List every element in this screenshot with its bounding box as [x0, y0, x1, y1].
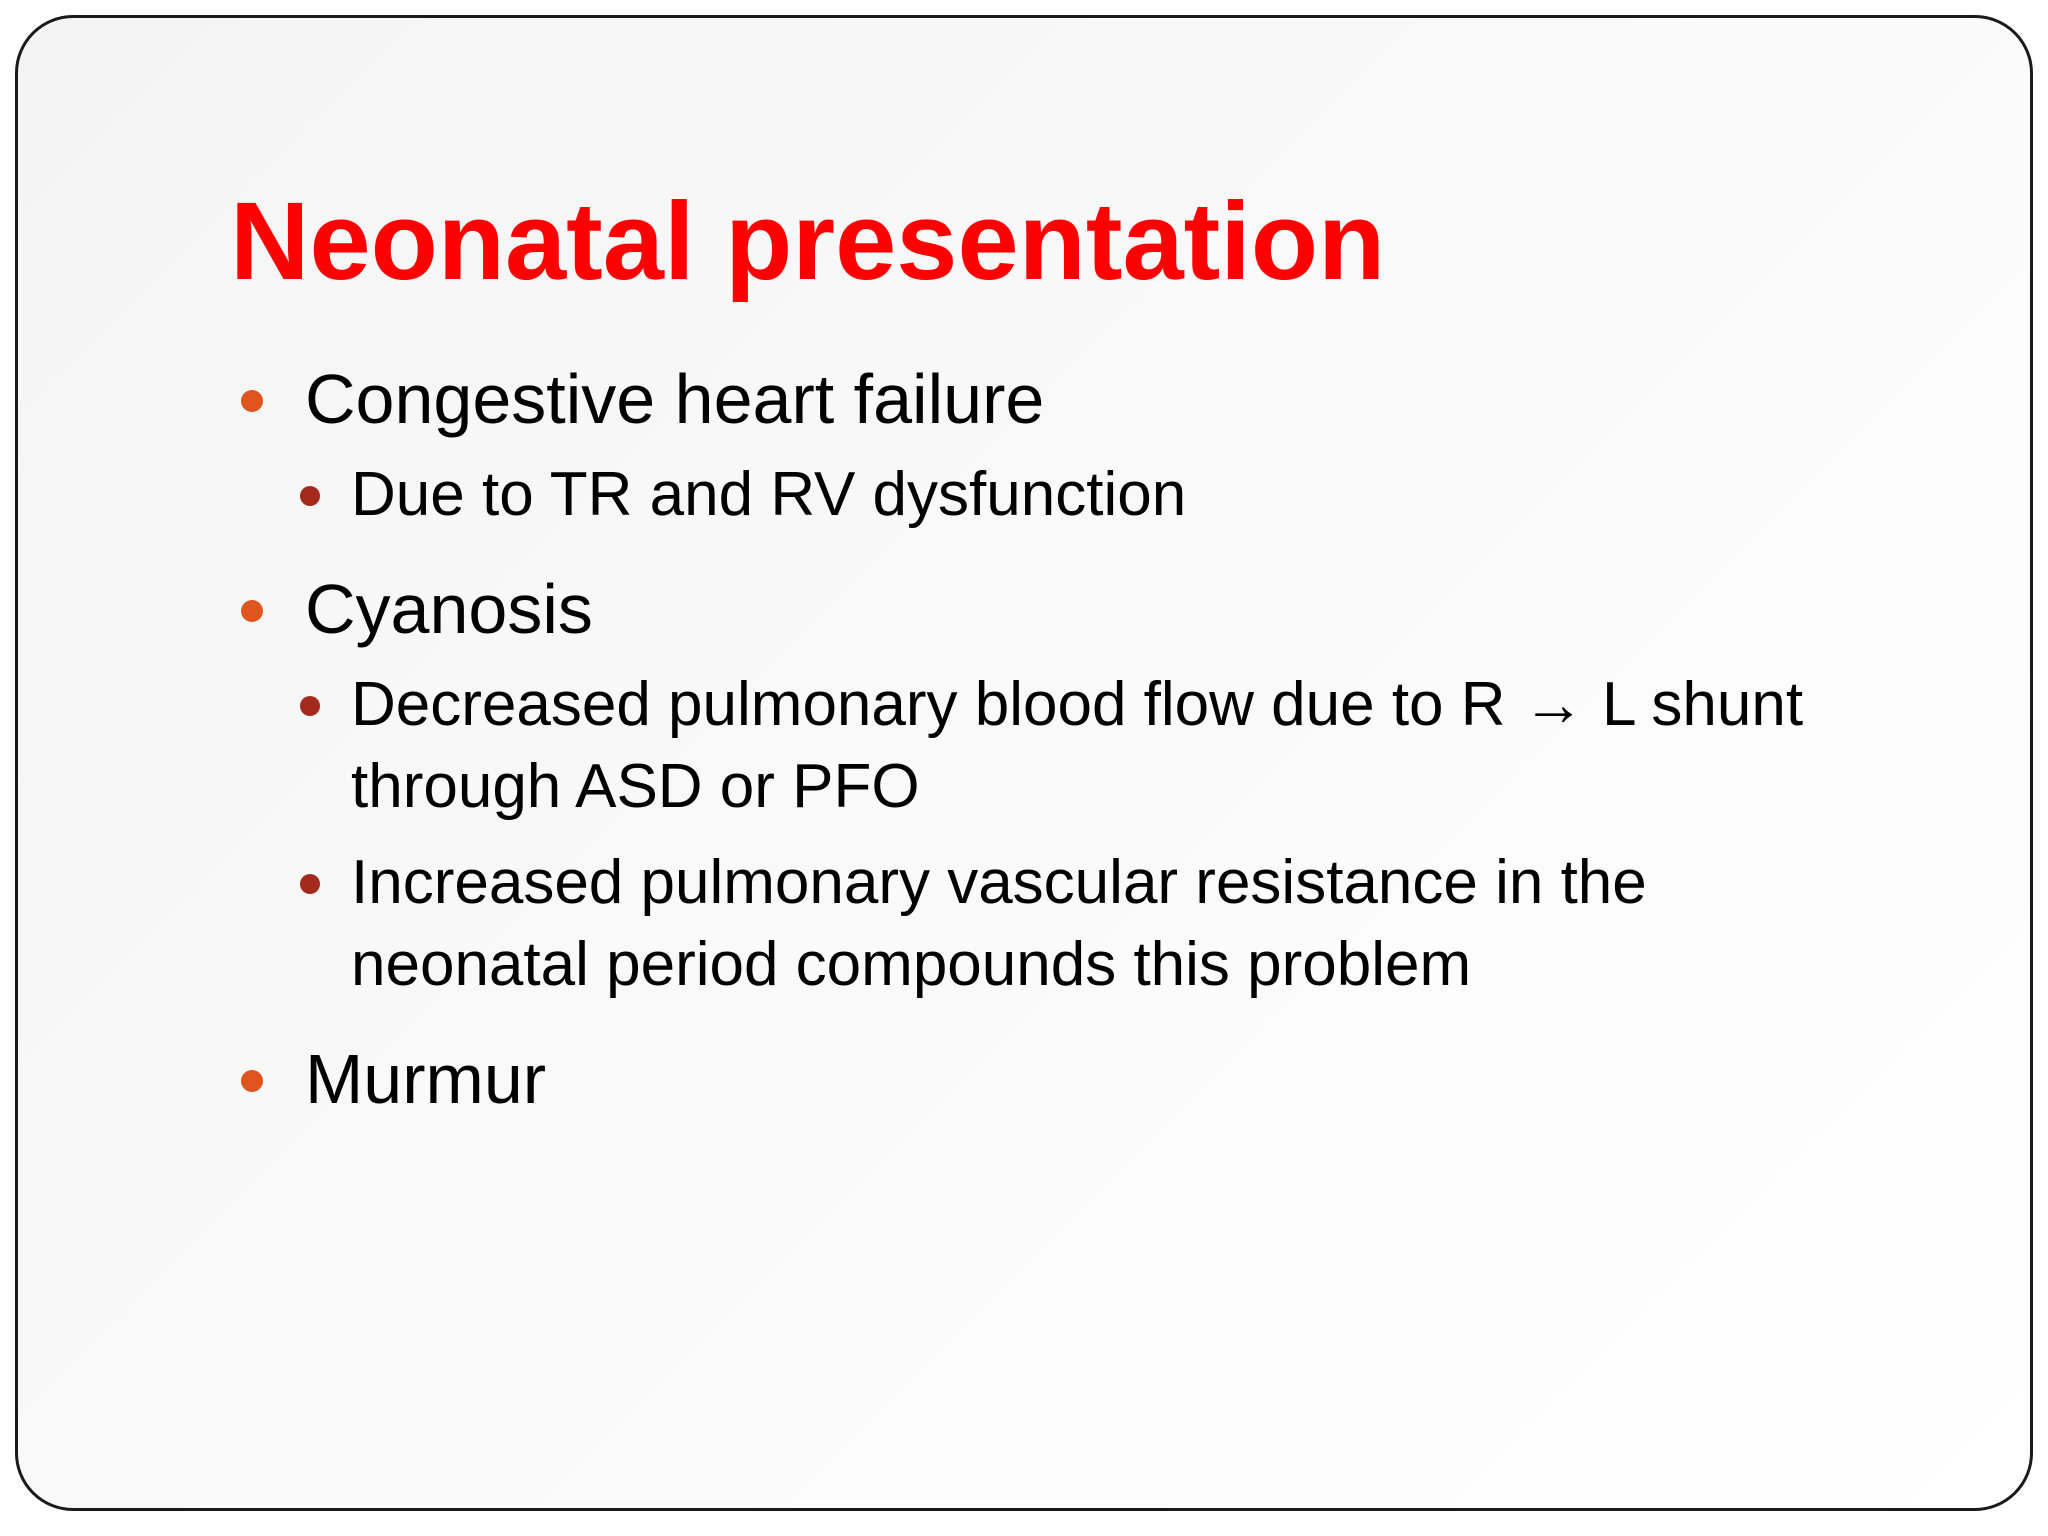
sub-bullet-dot-icon [300, 486, 320, 506]
bullet-item [230, 358, 1870, 440]
sub-bullet-item [290, 842, 1870, 1006]
bullet-item [230, 568, 1870, 650]
bullet-text: Murmur [305, 1040, 547, 1118]
bullet-dot-icon [241, 600, 263, 622]
sub-bullet-text: Increased pulmonary vascular resistance in the neonatal period compounds this problem [351, 848, 1647, 999]
sub-bullet-item [290, 664, 1870, 828]
sub-bullet-item [290, 454, 1870, 536]
sub-bullet-text: Due to TR and RV dysfunction [351, 460, 1187, 529]
slide [15, 15, 2033, 1511]
sub-bullet-text: Decreased pulmonary blood flow due to R → L shunt through ASD or PFO [351, 670, 1804, 821]
sub-bullet-dot-icon [300, 874, 320, 894]
bullet-list [230, 358, 1870, 1120]
bullet-dot-icon [241, 390, 263, 412]
bullet-text: Congestive heart failure [305, 360, 1045, 438]
bullet-item [230, 1038, 1870, 1120]
slide-title: Neonatal presentation [230, 180, 1386, 303]
bullet-dot-icon [241, 1070, 263, 1092]
bullet-text: Cyanosis [305, 570, 593, 648]
sub-bullet-dot-icon [300, 696, 320, 716]
